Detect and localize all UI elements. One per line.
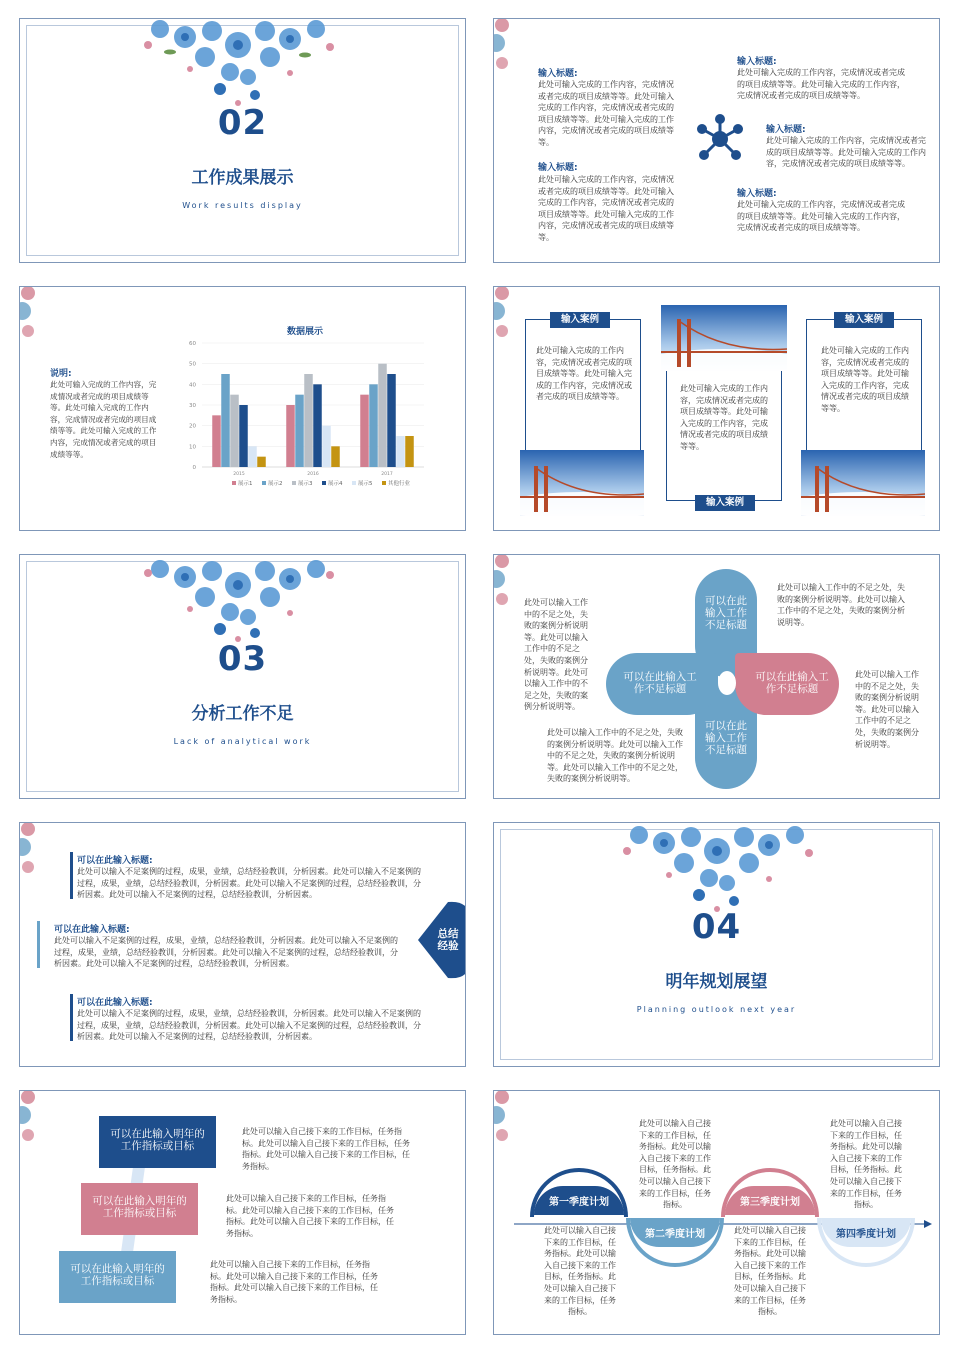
case-label: 输入案例 <box>834 312 894 328</box>
bridge-photo <box>661 305 787 371</box>
x-tick-label: 2015 <box>233 472 245 477</box>
network-icon <box>694 113 746 165</box>
slide-summary[interactable] <box>19 822 466 1067</box>
bar <box>286 405 295 467</box>
petal-left-label: 可以在此输入工作不足标题 <box>623 671 697 695</box>
section-subtitle: Lack of analytical work <box>173 737 312 746</box>
slide-targets[interactable] <box>19 1090 466 1335</box>
y-tick-label: 0 <box>192 465 196 471</box>
item-title: 输入标题: <box>538 69 578 79</box>
corner-flower <box>493 286 528 341</box>
item-body: 此处可以输入不足案例的过程，成果，业绩，总结经验教训，分析因素。此处可以输入不足案例的过程，成果，业绩，总结经验教训，分析因素。此处可以输入不足案例的过程，总结经验教训，分析因素。此处可以输入不足案例的过程，总结经验教训，分析因素。 <box>54 936 398 969</box>
petal-center <box>718 671 736 695</box>
chart-title: 数据展示 <box>286 327 323 337</box>
item-title: 输入标题: <box>538 163 578 173</box>
x-tick-label: 2017 <box>381 472 393 477</box>
section-number: 04 <box>691 907 742 947</box>
q2-body: 此处可以输入自己接下来的工作目标，任务指标。此处可以输入自己接下来的工作目标，任务指标。此处可以输入自己接下来的工作目标，任务指标。 <box>639 1119 711 1210</box>
y-tick-label: 30 <box>189 403 196 409</box>
item-body: 此处可输入完成的工作内容，完成情况或者完成的项目成绩等等。此处可输入完成的工作内容，完成情况或者完成的项目成绩等等。此处可输入完成的工作内容，完成情况或者完成的项目成绩等等。 <box>538 80 674 147</box>
corner-flower <box>493 554 528 609</box>
legend-label: 展示4 <box>328 481 343 487</box>
section-number: 03 <box>217 639 268 679</box>
item-title: 可以在此输入标题: <box>77 998 153 1008</box>
accent-bar <box>37 921 40 968</box>
petal-top-label: 可以在此输入工作不足标题 <box>705 595 747 631</box>
x-tick-label: 2016 <box>307 472 319 477</box>
bar <box>212 415 221 467</box>
case-body: 此处可输入完成的工作内容，完成情况或者完成的项目成绩等等。此处可输入完成的工作内容，完成情况或者完成的项目成绩等等。 <box>536 346 632 402</box>
item-body: 此处可输入完成的工作内容，完成情况或者完成的项目成绩等等。此处可输入完成的工作内容，完成情况或者完成的项目成绩等等。 <box>737 200 905 233</box>
slide-input-cases[interactable] <box>493 286 940 531</box>
petal-right-label: 可以在此输入工作不足标题 <box>755 671 829 695</box>
corner-flower <box>493 18 528 73</box>
target-box-label: 可以在此输入明年的工作指标或目标 <box>92 1195 187 1219</box>
bar <box>313 384 322 467</box>
slide-section-04[interactable] <box>493 822 940 1067</box>
text-right: 此处可以输入工作中的不足之处，失败的案例分析说明等。此处可以输入工作中的不足之处，失败的案例分析说明等。 <box>855 670 919 749</box>
bar <box>387 374 396 467</box>
item-title: 可以在此输入标题: <box>77 856 153 866</box>
item-title: 可以在此输入标题: <box>54 925 130 935</box>
section-subtitle: Work results display <box>182 201 303 210</box>
corner-flower <box>19 1090 54 1145</box>
text-bottom-left: 此处可以输入工作中的不足之处，失败的案例分析说明等。此处可以输入工作中的不足之处，失败的案例分析说明等。此处可以输入工作中的不足之处，失败的案例分析说明等。 <box>547 728 683 784</box>
section-title: 工作成果展示 <box>191 168 294 188</box>
accent-bar <box>70 994 73 1041</box>
case-label: 输入案例 <box>695 495 755 511</box>
legend-label: 展示3 <box>298 481 313 487</box>
section-title: 分析工作不足 <box>191 704 294 724</box>
y-tick-label: 10 <box>189 444 196 451</box>
case-body: 此处可输入完成的工作内容，完成情况或者完成的项目成绩等等。此处可输入完成的工作内容，完成情况或者完成的项目成绩等等。 <box>680 384 768 451</box>
corner-flower <box>19 822 54 877</box>
target-box-label: 可以在此输入明年的工作指标或目标 <box>110 1128 205 1152</box>
legend-label: 展示2 <box>268 481 283 487</box>
bar <box>322 426 331 467</box>
slide-shortcomings[interactable] <box>493 554 940 799</box>
y-tick-label: 20 <box>189 423 196 430</box>
q3-label: 第三季度计划 <box>740 1197 800 1208</box>
q1-label: 第一季度计划 <box>549 1197 609 1208</box>
y-tick-label: 60 <box>189 341 196 347</box>
item-title: 输入标题: <box>766 125 806 135</box>
bar <box>378 364 387 467</box>
corner-flower <box>493 1090 528 1145</box>
q3-body: 此处可以输入自己接下来的工作目标，任务指标。此处可以输入自己接下来的工作目标，任务指标。此处可以输入自己接下来的工作目标，任务指标。 <box>734 1226 806 1317</box>
flower-decoration <box>609 823 824 913</box>
y-tick-label: 50 <box>189 361 196 368</box>
bar <box>360 395 369 467</box>
slide-section-02[interactable] <box>19 18 466 263</box>
legend-swatch <box>382 481 386 485</box>
item-title: 输入标题: <box>737 57 777 67</box>
bridge-photo <box>801 450 925 516</box>
item-body: 此处可输入完成的工作内容，完成情况或者完成的项目成绩等等。此处可输入完成的工作内容，完成情况或者完成的项目成绩等等。 <box>737 68 905 101</box>
bar <box>239 405 248 467</box>
text-left: 此处可以输入工作中的不足之处，失败的案例分析说明等。此处可以输入工作中的不足之处，失败的案例分析说明等。此处可以输入工作中的不足之处，失败的案例分析说明等。 <box>524 598 588 712</box>
summary-tag: 总结经验 <box>437 928 459 952</box>
target-box-label: 可以在此输入明年的工作指标或目标 <box>70 1263 165 1287</box>
target-body: 此处可以输入自己接下来的工作目标，任务指标。此处可以输入自己接下来的工作目标，任务指标。此处可以输入自己接下来的工作目标，任务指标。 <box>210 1260 378 1304</box>
text-top-right: 此处可以输入工作中的不足之处，失败的案例分析说明等。此处可以输入工作中的不足之处，失败的案例分析说明等。 <box>777 583 905 627</box>
case-label: 输入案例 <box>550 312 610 328</box>
target-body: 此处可以输入自己接下来的工作目标，任务指标。此处可以输入自己接下来的工作目标，任务指标。此处可以输入自己接下来的工作目标，任务指标。 <box>226 1194 394 1238</box>
legend-swatch <box>232 481 236 485</box>
corner-flower <box>19 286 54 341</box>
bar <box>230 395 239 467</box>
case-body: 此处可输入完成的工作内容，完成情况或者完成的项目成绩等等。此处可输入完成的工作内容，完成情况或者完成的项目成绩等等。 <box>821 346 909 413</box>
section-title: 明年规划展望 <box>665 972 768 992</box>
bar <box>248 446 257 467</box>
bar <box>369 384 378 467</box>
bar <box>396 436 405 467</box>
legend-label: 展示1 <box>238 481 253 487</box>
legend-label: 其他行业 <box>388 481 411 487</box>
legend-swatch <box>292 481 296 485</box>
slide-work-results[interactable] <box>493 18 940 263</box>
petal-bottom-label: 可以在此输入工作不足标题 <box>705 720 747 756</box>
bar <box>295 395 304 467</box>
flower-decoration <box>130 18 345 107</box>
q1-body: 此处可以输入自己接下来的工作目标，任务指标。此处可以输入自己接下来的工作目标，任务指标。此处可以输入自己接下来的工作目标，任务指标。 <box>544 1226 616 1317</box>
legend-swatch <box>262 481 266 485</box>
item-body: 此处可输入完成的工作内容，完成情况或者完成的项目成绩等等。此处可输入完成的工作内容，完成情况或者完成的项目成绩等等。 <box>766 136 926 169</box>
bar <box>405 436 414 467</box>
item-title: 输入标题: <box>737 189 777 199</box>
slide-section-03[interactable] <box>19 554 466 799</box>
legend-swatch <box>352 481 356 485</box>
section-number: 02 <box>217 103 268 143</box>
q2-label: 第二季度计划 <box>645 1229 705 1240</box>
item-body: 此处可以输入不足案例的过程，成果，业绩，总结经验教训，分析因素。此处可以输入不足案例的过程，成果，业绩，总结经验教训，分析因素。此处可以输入不足案例的过程，总结经验教训，分析因素。此处可以输入不足案例的过程，总结经验教训，分析因素。 <box>77 1009 421 1042</box>
accent-bar <box>70 852 73 899</box>
note-title: 说明: <box>50 369 72 379</box>
item-body: 此处可输入完成的工作内容，完成情况或者完成的项目成绩等等。此处可输入完成的工作内容，完成情况或者完成的项目成绩等等。此处可输入完成的工作内容，完成情况或者完成的项目成绩等等。 <box>538 175 674 242</box>
bar <box>221 374 230 467</box>
item-body: 此处可以输入不足案例的过程，成果，业绩，总结经验教训，分析因素。此处可以输入不足案例的过程，成果，业绩，总结经验教训，分析因素。此处可以输入不足案例的过程，总结经验教训，分析因素。此处可以输入不足案例的过程，总结经验教训，分析因素。 <box>77 867 421 900</box>
note-body: 此处可输入完成的工作内容，完成情况或者完成的项目成绩等等。此处可输入完成的工作内容，完成情况或者完成的项目成绩等等。此处可输入完成的工作内容，完成情况或者完成的项目成绩等等。 <box>50 380 157 459</box>
bar <box>304 374 313 467</box>
target-body: 此处可以输入自己接下来的工作目标，任务指标。此处可以输入自己接下来的工作目标，任务指标。此处可以输入自己接下来的工作目标，任务指标。 <box>242 1127 410 1171</box>
section-subtitle: Planning outlook next year <box>636 1005 797 1014</box>
q4-label: 第四季度计划 <box>836 1229 896 1240</box>
flower-decoration <box>130 554 345 643</box>
bridge-photo <box>520 450 644 516</box>
bar-chart <box>180 337 430 507</box>
slide-quarterly-plan[interactable] <box>493 1090 940 1335</box>
q4-body: 此处可以输入自己接下来的工作目标，任务指标。此处可以输入自己接下来的工作目标，任务指标。此处可以输入自己接下来的工作目标，任务指标。 <box>830 1119 902 1210</box>
y-tick-label: 40 <box>189 382 196 389</box>
slide-data-chart[interactable] <box>19 286 466 531</box>
legend-label: 展示5 <box>358 481 373 487</box>
bar <box>257 457 266 467</box>
bar <box>331 446 340 467</box>
legend-swatch <box>322 481 326 485</box>
